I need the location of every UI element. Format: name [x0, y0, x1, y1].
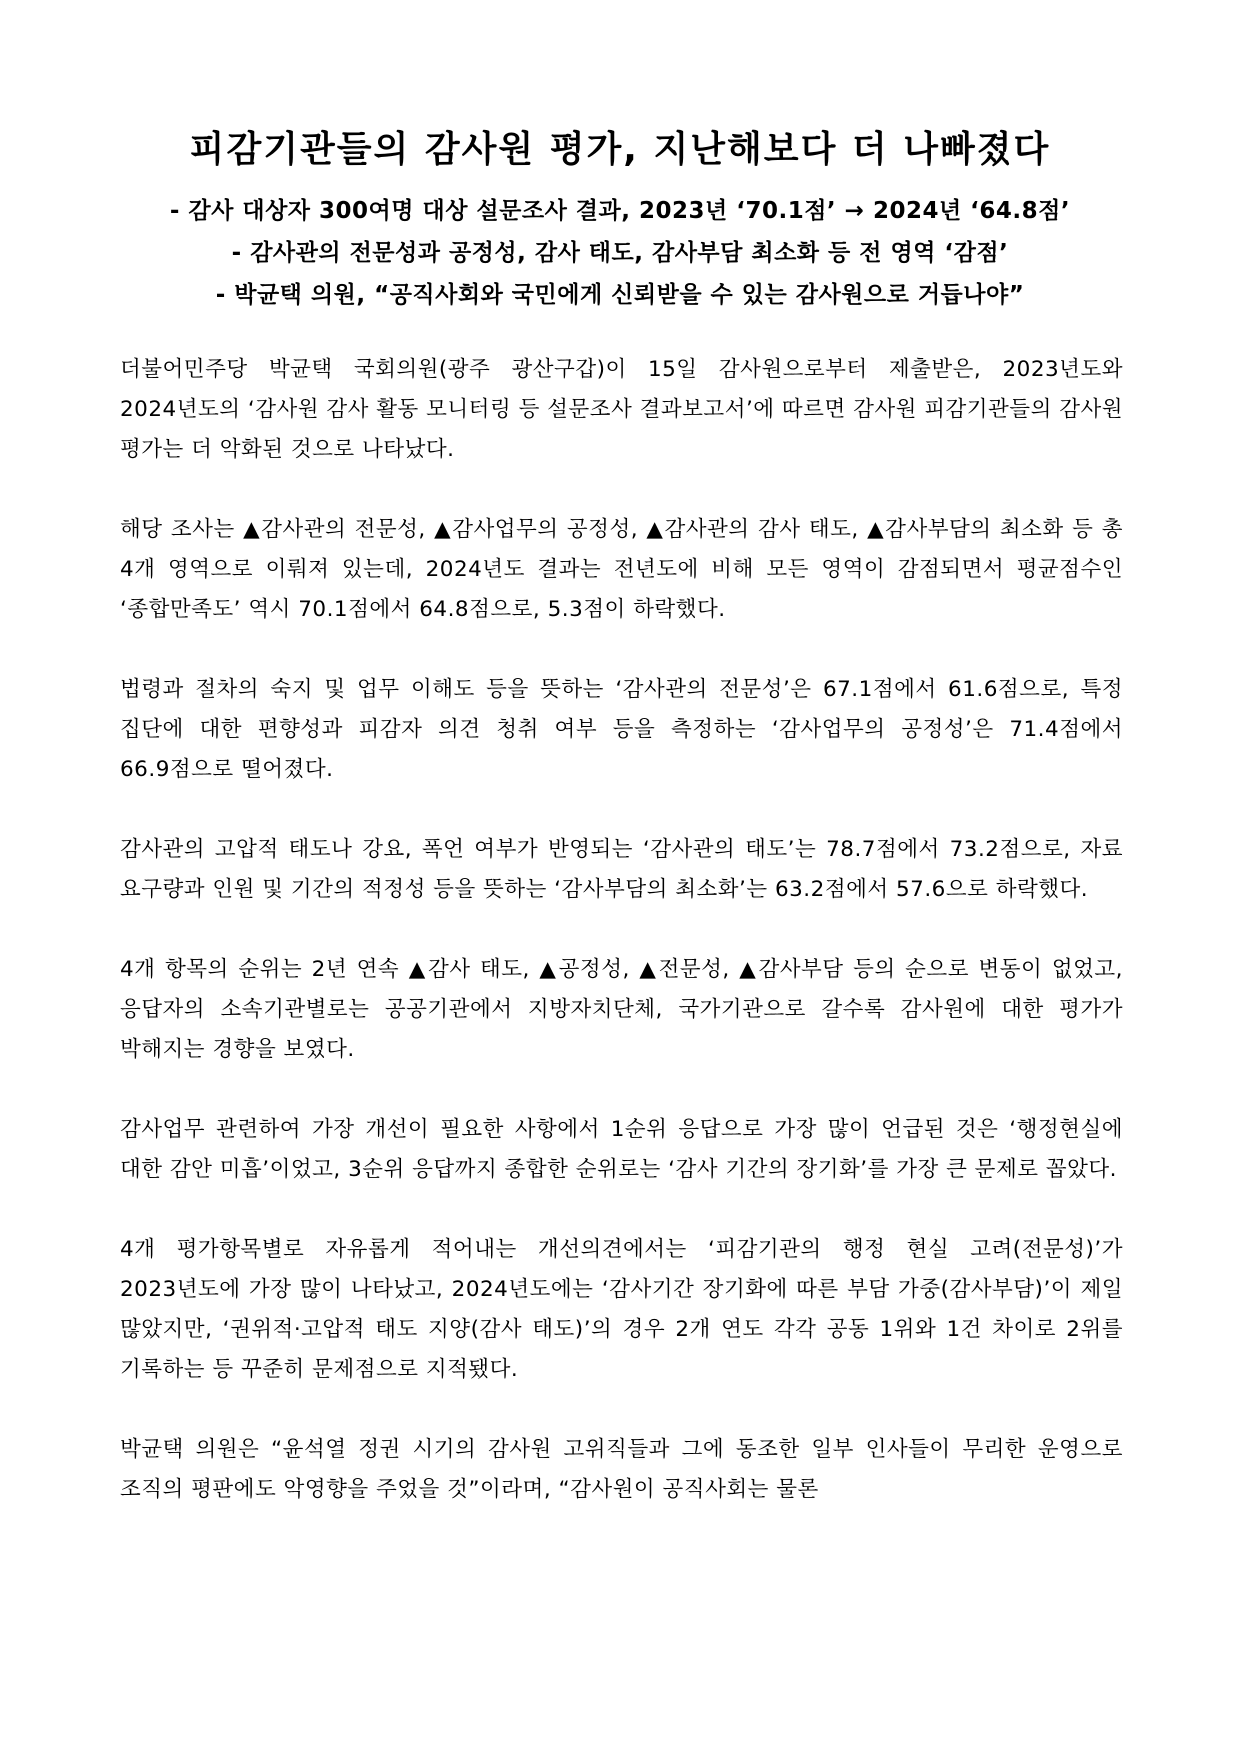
body-paragraph: 감사업무 관련하여 가장 개선이 필요한 사항에서 1순위 응답으로 가장 많이 언급된 것은 ‘행정현실에 대한 감안 미흡’이었고, 3순위 응답까지 종합한 순위로는 ‘감사 기간의 장기화’를 가장 큰 문제로 꼽았다. — [120, 1117, 1123, 1182]
subtitle-line: - 감사관의 전문성과 공정성, 감사 태도, 감사부담 최소화 등 전 영역 ‘감점’ — [231, 240, 1009, 266]
body-paragraph: 4개 평가항목별로 자유롭게 적어내는 개선의견에서는 ‘피감기관의 행정 현실 고려(전문성)’가 2023년도에 가장 많이 나타났고, 2024년도에는 ‘감사기간 장기화에 따른 부담 가중(감사부담)’이 제일 많았지만, ‘권위적·고압적 태도 지양(감사 태도)’의 경우 2개 연도 각각 공동 1위와 1건 차이로 2위를 기록하는 등 꾸준히 문제점으로 지적됐다. — [120, 1237, 1123, 1382]
body-paragraph: 4개 항목의 순위는 2년 연속 ▲감사 태도, ▲공정성, ▲전문성, ▲감사부담 등의 순으로 변동이 없었고, 응답자의 소속기관별로는 공공기관에서 지방자치단체, 국가기관으로 갈수록 감사원에 대한 평가가 박해지는 경향을 보였다. — [120, 957, 1123, 1062]
body-paragraph: 박균택 의원은 “윤석열 정권 시기의 감사원 고위직들과 그에 동조한 일부 인사들이 무리한 운영으로 조직의 평판에도 악영향을 주었을 것”이라며, “감사원이 공직사회는 물론 — [120, 1437, 1123, 1502]
subtitle-line: - 감사 대상자 300여명 대상 설문조사 결과, 2023년 ‘70.1점’ → 2024년 ‘64.8점’ — [169, 198, 1071, 224]
body-text — [120, 350, 1123, 1550]
subtitle-list — [100, 190, 1140, 316]
document-title: 피감기관들의 감사원 평가, 지난해보다 더 나빠졌다 — [189, 129, 1051, 170]
body-paragraph: 더불어민주당 박균택 국회의원(광주 광산구갑)이 15일 감사원으로부터 제출받은, 2023년도와 2024년도의 ‘감사원 감사 활동 모니터링 등 설문조사 결과보고서’에 따르면 감사원 피감기관들의 감사원 평가는 더 악화된 것으로 나타났다. — [120, 357, 1123, 462]
body-paragraph: 해당 조사는 ▲감사관의 전문성, ▲감사업무의 공정성, ▲감사관의 감사 태도, ▲감사부담의 최소화 등 총 4개 영역으로 이뤄져 있는데, 2024년도 결과는 전년도에 비해 모든 영역이 감점되면서 평균점수인 ‘종합만족도’ 역시 70.1점에서 64.8점으로, 5.3점이 하락했다. — [120, 517, 1123, 622]
body-paragraph: 감사관의 고압적 태도나 강요, 폭언 여부가 반영되는 ‘감사관의 태도’는 78.7점에서 73.2점으로, 자료 요구량과 인원 및 기간의 적정성 등을 뜻하는 ‘감사부담의 최소화’는 63.2점에서 57.6으로 하락했다. — [120, 837, 1123, 902]
subtitle-line: - 박균택 의원, “공직사회와 국민에게 신뢰받을 수 있는 감사원으로 거듭나야” — [215, 282, 1025, 308]
body-paragraph: 법령과 절차의 숙지 및 업무 이해도 등을 뜻하는 ‘감사관의 전문성’은 67.1점에서 61.6점으로, 특정 집단에 대한 편향성과 피감자 의견 청취 여부 등을 측정하는 ‘감사업무의 공정성’은 71.4점에서 66.9점으로 떨어졌다. — [120, 677, 1123, 782]
